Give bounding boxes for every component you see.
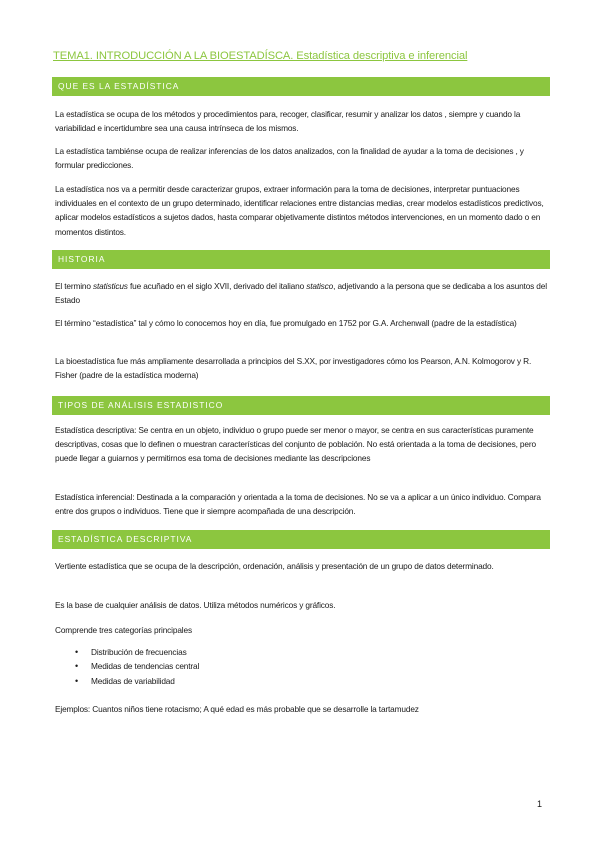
paragraph: Vertiente estadística que se ocupa de la descripción, ordenación, análisis y presentación de un grupo de datos determinado. xyxy=(55,561,494,571)
italic-term: statisco xyxy=(306,281,334,291)
section-heading-descriptiva: ESTADÍSTICA DESCRIPTIVA xyxy=(52,530,550,549)
list-item: • Medidas de variabilidad xyxy=(55,674,455,688)
list-item: • Distribución de frecuencias xyxy=(55,645,455,659)
paragraph: Comprende tres categorías principales xyxy=(55,625,192,635)
paragraph: La estadística nos va a permitir desde caracterizar grupos, extraer información para la toma de decisiones, interpretar puntuaciones individuales en el contexto de un grupo determinado, identificar relaciones entre distancias medias, crear modelos estadísticos predictivos, aplicar modelos estadísticos a sujetos dados, hasta comparar objetivamente distintos métodos intervenciones, en un momento dado o en momentos distintos. xyxy=(55,184,544,237)
paragraph: Ejemplos: Cuantos niños tiene rotacismo; A qué edad es más probable que se desarrolle la tartamudez xyxy=(55,704,419,714)
italic-term: statisticus xyxy=(93,281,128,291)
paragraph: El término “estadística” tal y cómo lo conocemos hoy en día, fue promulgado en 1752 por G.A. Archenwall (padre de la estadística) xyxy=(55,318,517,328)
section-heading-que-es: QUE ES LA ESTADÍSTICA xyxy=(52,77,550,96)
text-run: , adjetivando a la persona que se dedicaba a los asuntos del Estado xyxy=(55,281,547,306)
paragraph: La estadística tambiénse ocupa de realizar inferencias de los datos analizados, con la finalidad de ayudar a la toma de decisiones , y formular predicciones. xyxy=(55,146,524,171)
section-heading-historia: HISTORIA xyxy=(52,250,550,269)
paragraph: La estadística se ocupa de los métodos y procedimientos para, recoger, clasificar, resumir y analizar los datos , siempre y cuando la variabilidad e incertidumbre sea una causa intrínseca de los mismos. xyxy=(55,109,521,134)
document-title: TEMA1. INTRODUCCIÓN A LA BIOESTADÍSCA. Estadística descriptiva e inferencial xyxy=(53,50,468,62)
bullet-list xyxy=(55,645,455,688)
paragraph: Estadística descriptiva: Se centra en un objeto, individuo o grupo puede ser menor o mayor, se centra en sus características puramente descriptivas, cosas que lo definen o muestran características del conjunto de población. No está orientada a la toma de decisiones, pero puede llegar a guiarnos y permitirnos esa toma de decisiones mediante las descripciones xyxy=(55,425,536,464)
page-number: 1 xyxy=(537,799,543,809)
text-run: El termino xyxy=(55,281,94,291)
paragraph: La bioestadística fue más ampliamente desarrollada a principios del S.XX, por investigadores cómo los Pearson, A.N. Kolmogorov y R. Fisher (padre de la estadística moderna) xyxy=(55,356,532,381)
section-heading-tipos: TIPOS DE ANÁLISIS ESTADISTICO xyxy=(52,396,550,415)
paragraph: Estadística inferencial: Destinada a la comparación y orientada a la toma de decisiones. No se va a aplicar a un único individuo. Compara entre dos grupos o individuos. Tiene que ir siempre acompañada de una descripción. xyxy=(55,492,541,517)
list-item: • Medidas de tendencias central xyxy=(55,659,455,673)
text-run: fue acuñado en el siglo XVII, derivado del italiano xyxy=(127,281,307,291)
paragraph xyxy=(55,279,547,307)
paragraph: Es la base de cualquier análisis de datos. Utiliza métodos numéricos y gráficos. xyxy=(55,600,336,610)
